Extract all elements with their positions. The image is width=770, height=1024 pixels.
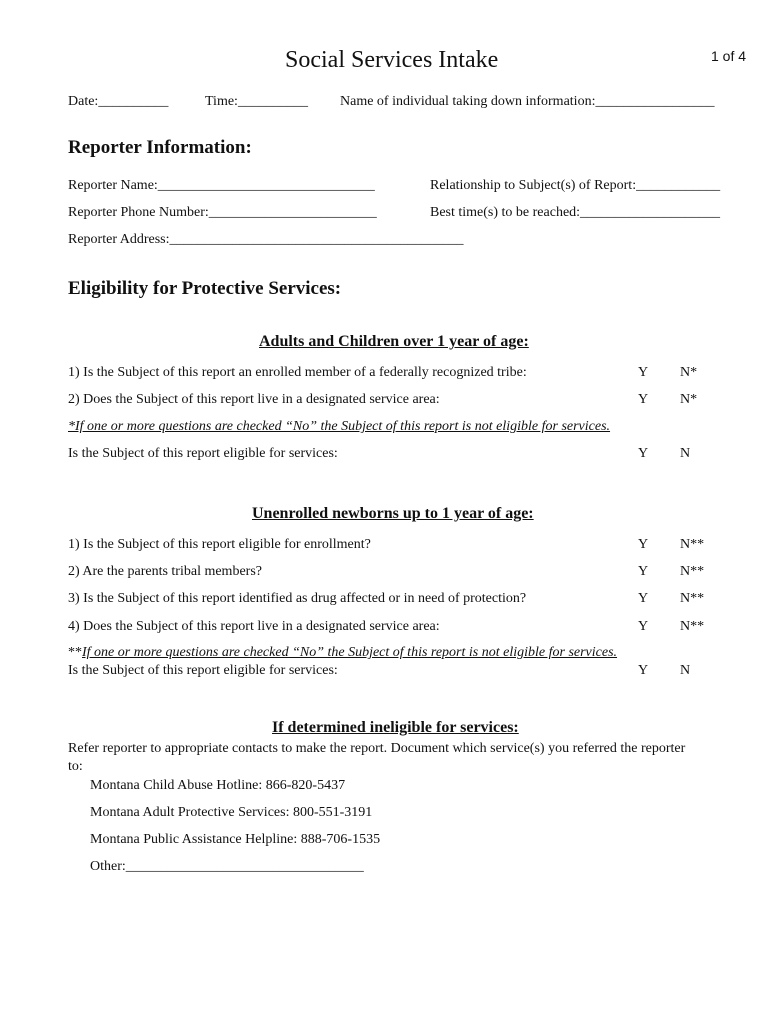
adults-eligible-no-option[interactable]: N — [680, 446, 691, 461]
newborns-q3-yes-option[interactable]: Y — [638, 591, 649, 606]
eligibility-heading: Eligibility for Protective Services: — [68, 278, 342, 299]
newborns-question-2: 2) Are the parents tribal members? — [68, 564, 262, 579]
newborns-q2-yes-option[interactable]: Y — [638, 564, 649, 579]
newborns-q4-no-option[interactable]: N** — [680, 619, 705, 634]
adults-q2-no-option[interactable]: N* — [680, 392, 698, 407]
ineligible-heading: If determined ineligible for services: — [272, 719, 519, 736]
reporter-heading: Reporter Information: — [68, 137, 252, 158]
page-number: 1 of 4 — [711, 48, 747, 64]
note-text: If one or more questions are checked “No” the Subject of this report is not eligible for services. — [82, 645, 618, 660]
newborns-eligible-yes-option[interactable]: Y — [638, 663, 649, 678]
note-prefix: ** — [68, 645, 82, 660]
newborns-section-heading: Unenrolled newborns up to 1 year of age: — [252, 505, 534, 522]
contact-public-assistance-helpline: Montana Public Assistance Helpline: 888-706-1535 — [90, 832, 381, 847]
date-field[interactable]: Date:__________ — [68, 94, 169, 109]
newborns-question-4: 4) Does the Subject of this report live in a designated service area: — [68, 619, 440, 634]
reporter-address-field[interactable]: Reporter Address:__________________________________________ — [68, 232, 464, 247]
reporter-name-field[interactable]: Reporter Name:_______________________________ — [68, 178, 375, 193]
newborns-question-3: 3) Is the Subject of this report identified as drug affected or in need of protection? — [68, 591, 527, 606]
reporter-phone-field[interactable]: Reporter Phone Number:________________________ — [68, 205, 377, 220]
referral-instruction: Refer reporter to appropriate contacts to make the report. Document which service(s) you referred the reporter — [68, 741, 686, 756]
newborns-q2-no-option[interactable]: N** — [680, 564, 705, 579]
taker-name-field[interactable]: Name of individual taking down information:_________________ — [340, 94, 715, 109]
newborns-q1-yes-option[interactable]: Y — [638, 537, 649, 552]
newborns-q4-yes-option[interactable]: Y — [638, 619, 649, 634]
relationship-field[interactable]: Relationship to Subject(s) of Report:____________ — [430, 178, 721, 193]
contact-child-abuse-hotline: Montana Child Abuse Hotline: 866-820-5437 — [90, 778, 346, 793]
adults-q2-yes-option[interactable]: Y — [638, 392, 649, 407]
adults-ineligibility-note: *If one or more questions are checked “No” the Subject of this report is not eligible for services. — [68, 419, 611, 434]
adults-q1-no-option[interactable]: N* — [680, 365, 698, 380]
adults-question-2: 2) Does the Subject of this report live in a designated service area: — [68, 392, 440, 407]
newborns-eligible-no-option[interactable]: N — [680, 663, 691, 678]
newborns-q1-no-option[interactable]: N** — [680, 537, 705, 552]
newborns-question-1: 1) Is the Subject of this report eligible for enrollment? — [68, 537, 371, 552]
adults-section-heading: Adults and Children over 1 year of age: — [259, 333, 529, 350]
newborns-ineligibility-note — [68, 645, 617, 661]
adults-eligible-question: Is the Subject of this report eligible for services: — [68, 446, 338, 461]
newborns-q3-no-option[interactable]: N** — [680, 591, 705, 606]
adults-question-1: 1) Is the Subject of this report an enrolled member of a federally recognized tribe: — [68, 365, 527, 380]
adults-q1-yes-option[interactable]: Y — [638, 365, 649, 380]
newborns-eligible-question: Is the Subject of this report eligible for services: — [68, 663, 338, 678]
contact-adult-protective-services: Montana Adult Protective Services: 800-551-3191 — [90, 805, 373, 820]
time-field[interactable]: Time:__________ — [205, 94, 308, 109]
referral-instruction-cont: to: — [68, 759, 83, 774]
page-title: Social Services Intake — [285, 47, 499, 73]
other-contact-field[interactable]: Other:__________________________________ — [90, 859, 364, 874]
adults-eligible-yes-option[interactable]: Y — [638, 446, 649, 461]
best-time-field[interactable]: Best time(s) to be reached:____________________ — [430, 205, 721, 220]
